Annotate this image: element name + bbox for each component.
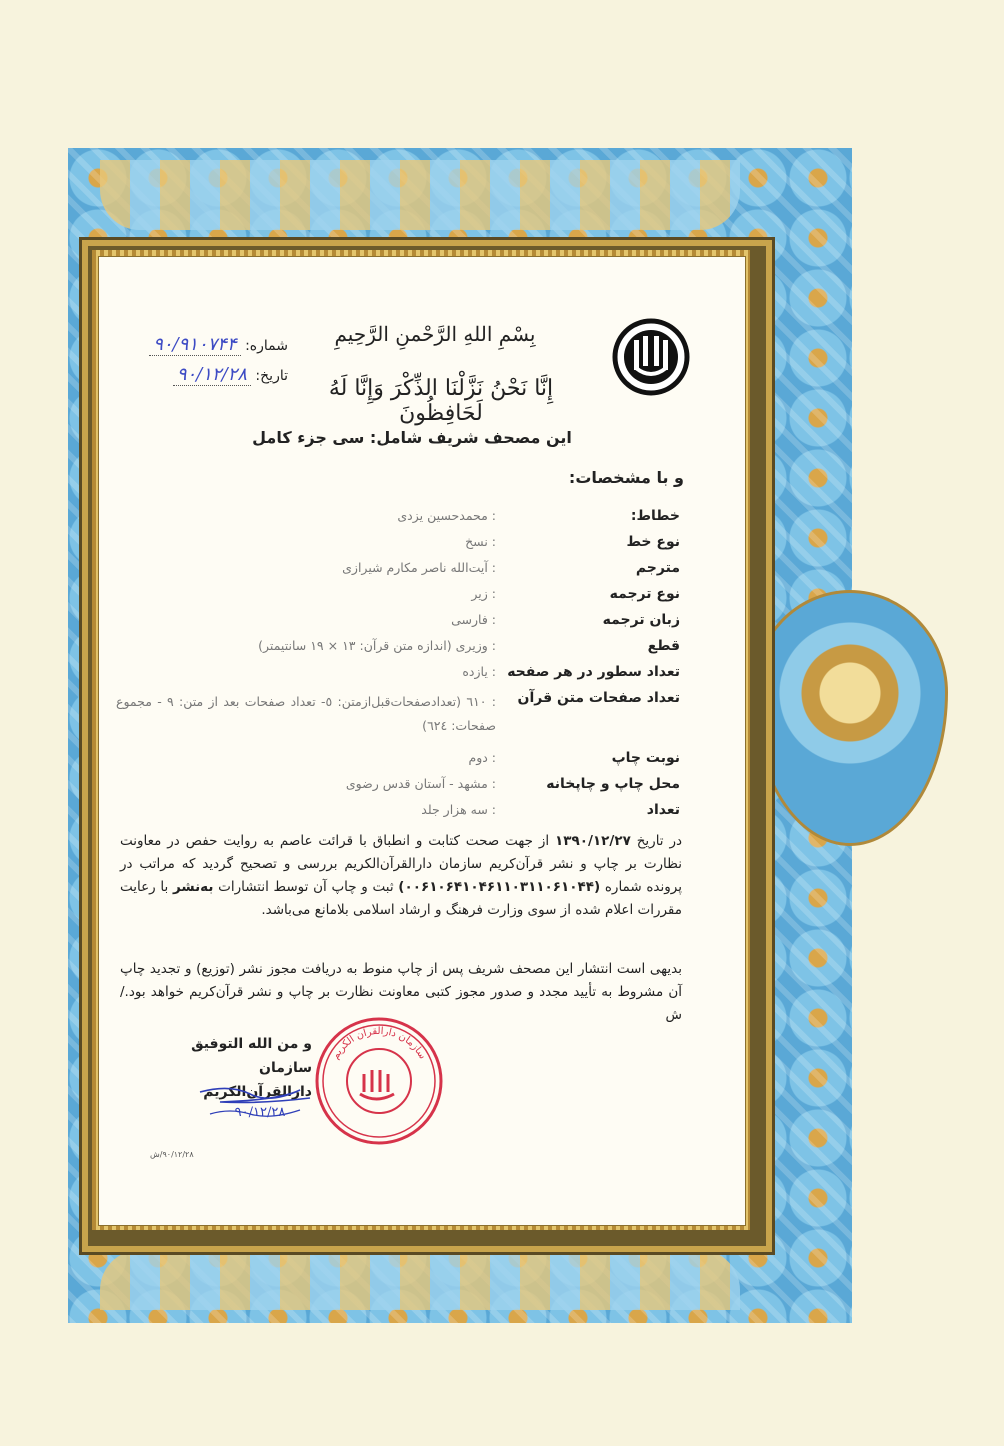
spec-label: مترجم <box>635 560 680 576</box>
spec-value: : سه هزار جلد <box>421 802 496 817</box>
spec-value: : وزیری (اندازه متن قرآن: ۱۳ × ۱۹ سانتیمتر) <box>258 638 496 653</box>
spec-page-count <box>116 690 680 742</box>
number-value: ۹۰/۹۱۰۷۴۴ <box>149 334 240 356</box>
spec-format <box>120 638 680 664</box>
approval-text: در تاریخ <box>630 833 682 849</box>
reference-number <box>108 334 288 355</box>
specifications-list <box>116 500 680 830</box>
handwritten-signature <box>190 1080 330 1124</box>
spec-label: نوع خط <box>626 534 680 550</box>
spec-translation-type <box>120 586 680 612</box>
footnote-code: ۹۰/۱۲/۲۸/ش <box>150 1150 194 1159</box>
approval-paragraph <box>120 830 682 922</box>
spec-value: : محمدحسین یزدی <box>397 508 496 523</box>
spec-label: زبان ترجمه <box>602 612 680 628</box>
spec-value: : زیر <box>471 586 496 601</box>
reference-date <box>108 364 288 385</box>
spec-label: قطع <box>647 638 680 654</box>
spec-script-type <box>120 534 680 560</box>
approval-text: از جهت صحت کتابت و انطباق با قرائت عاصم به روایت حفص در معاونت نظارت بر چاپ و نشر قرآن‌کریم سازمان دارالقرآن‌الکریم بررسی و تصحیح گردید که مراتب در پرونده شماره <box>120 833 683 895</box>
organization-logo <box>612 318 690 396</box>
spec-quantity <box>120 802 680 828</box>
spec-value: : یازده <box>462 664 496 679</box>
spec-label: تعداد <box>646 802 680 818</box>
spec-value: : فارسی <box>451 612 496 627</box>
spec-label: خطاط: <box>630 508 680 524</box>
spec-value: : آیت‌الله ناصر مکارم شیرازی <box>342 560 496 575</box>
number-label: شماره: <box>245 338 288 354</box>
approval-date: ۱۳۹۰/۱۲/۲۷ <box>555 833 631 849</box>
spec-lines-per-page <box>120 664 680 690</box>
spec-translator <box>120 560 680 586</box>
spec-label: تعداد سطور در هر صفحه <box>507 664 680 680</box>
spec-value: : نسخ <box>465 534 496 549</box>
closing-line: و من الله التوفیق <box>191 1036 312 1052</box>
spec-translation-language <box>120 612 680 638</box>
spec-calligrapher <box>120 508 680 534</box>
quran-verse: إِنَّا نَحْنُ نَزَّلْنَا الذِّكْرَ وَإِنَّا لَهُ لَحَافِظُونَ <box>328 376 554 426</box>
spec-value: : مشهد - آستان قدس رضوی <box>345 776 496 791</box>
approval-text: ثبت و چاپ آن توسط انتشارات <box>213 879 399 895</box>
basmala: بِسْمِ اللهِ الرَّحْمنِ الرَّحِيمِ <box>334 322 536 346</box>
spec-print-edition <box>120 750 680 776</box>
publisher-name: به‌نشر <box>172 879 214 895</box>
official-seal <box>312 1014 446 1148</box>
spec-value: : دوم <box>468 750 496 765</box>
signature-date: ۹۰/۱۲/۲۸ <box>234 1105 286 1120</box>
top-ornament <box>100 160 740 230</box>
organization-name: سازمان دارالقرآن‌الکریم <box>203 1060 312 1100</box>
spec-label: محل چاپ و چاپخانه <box>546 776 680 792</box>
date-value: ۹۰/۱۲/۲۸ <box>173 364 251 386</box>
spec-print-location <box>120 776 680 802</box>
seal-text: سازمان دارالقرآن الکریم <box>330 1025 428 1062</box>
certificate-title: این مصحف شریف شامل: سی جزء کامل <box>252 428 572 447</box>
condition-paragraph: بدیهی است انتشار این مصحف شریف پس از چاپ منوط به دریافت مجوز نشر (توزیع) و تجدید چاپ آن مشروط به تأیید مجدد و صدور مجوز کتبی معاونت نظارت بر چاپ و نشر قرآن‌کریم خواهد بود./ش <box>120 961 682 1023</box>
spec-label: نوبت چاپ <box>611 750 680 766</box>
bottom-ornament <box>100 1250 740 1310</box>
approval-text: با رعایت مقررات اعلام شده از سوی وزارت فرهنگ و ارشاد اسلامی بلامانع می‌باشد. <box>120 879 682 918</box>
file-number: (۰۰۶۱۰۶۴۱۰۴۶۱۱۰۳۱۱۰۶۱۰۴۴) <box>398 879 601 895</box>
date-label: تاریخ: <box>255 368 288 384</box>
spec-value: : ٦١٠ (تعدادصفحات‌قبل‌ازمتن: ٥- تعداد صفحات بعد از متن: ٩ - مجموع صفحات: ٦٢٤) <box>116 694 496 733</box>
spec-label: نوع ترجمه <box>609 586 680 602</box>
spec-label: تعداد صفحات متن قرآن <box>517 690 680 706</box>
specs-heading: و با مشخصات: <box>568 468 684 487</box>
